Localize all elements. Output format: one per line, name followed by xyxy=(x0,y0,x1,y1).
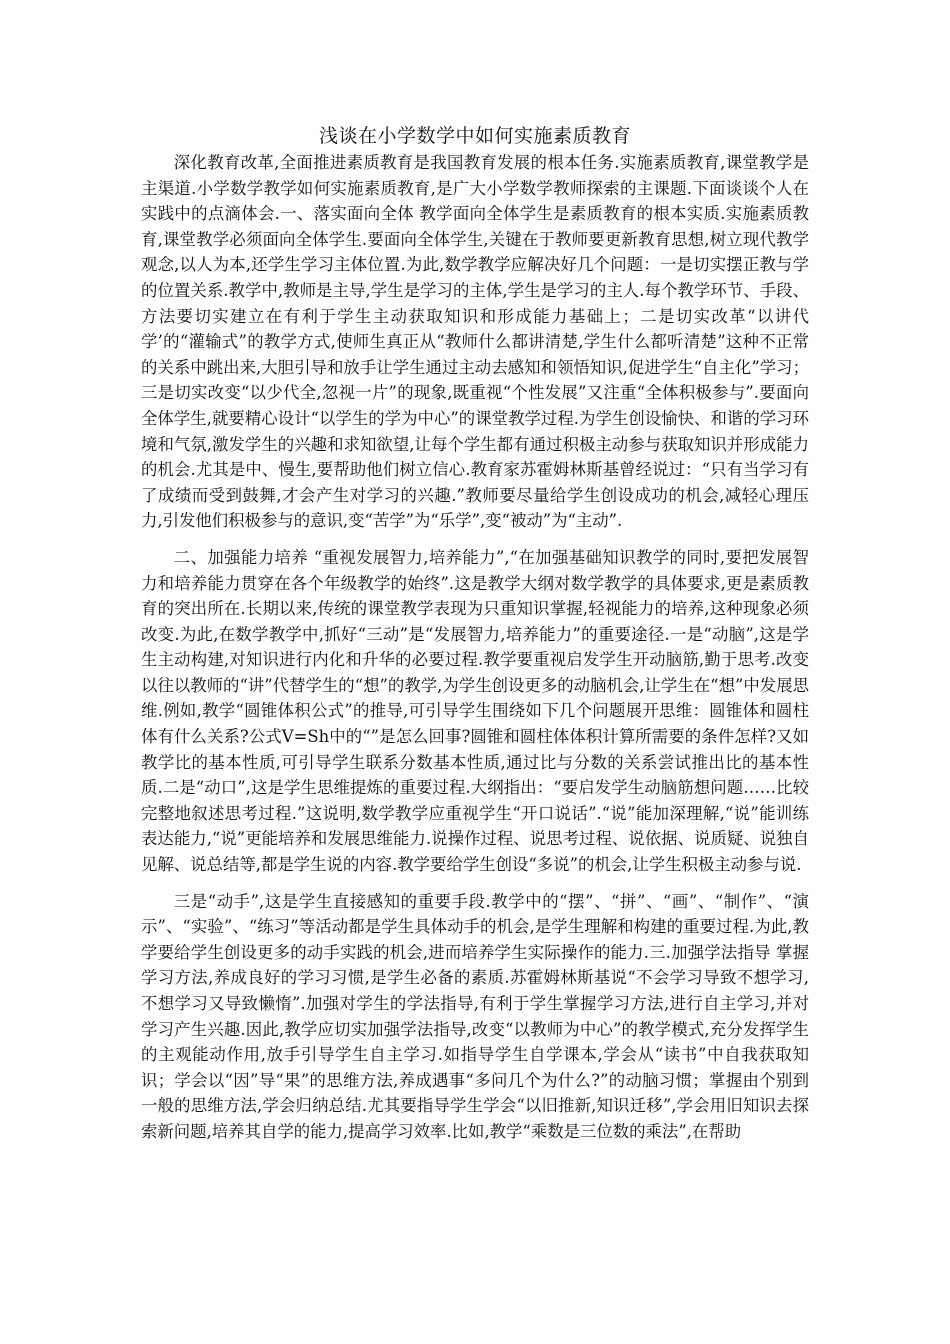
document-body xyxy=(141,150,809,1156)
paragraph-2: 二、加强能力培养 “重视发展智力,培养能力”,“在加强基础知识教学的同时,要把发展智力和培养能力贯穿在各个年级教学的始终”.这是教学大纲对数学教学的具体要求,更是素质教育的突出所在.长期以来,传统的课堂教学表现为只重知识掌握,轻视能力的培养,这种现象必须改变.为此,在数学教学中,抓好“三动”是“发展智力,培养能力”的重要途径.一是“动脑”,这是学生主动构建,对知识进行内化和升华的必要过程.教学要重视启发学生开动脑筋,勤于思考.改变以往以教师的“讲”代替学生的“想”的教学,为学生创设更多的动脑机会,让学生在“想”中发展思维.例如,教学“圆锥体积公式”的推导,可引导学生围绕如下几个问题展开思维：圆锥体和圆柱体有什么关系?公式V=Sh中的“”是怎么回事?圆锥和圆柱体体积计算所需要的条件怎样?又如教学比的基本性质,可引导学生联系分数基本性质,通过比与分数的关系尝试推出比的基本性质.二是“动口”,这是学生思维提炼的重要过程.大纲指出：“要启发学生动脑筋想问题……比较完整地叙述思考过程.”这说明,数学教学应重视学生“开口说话”.“说”能加深理解,“说”能训练表达能力,“说”更能培养和发展思维能力.说操作过程、说思考过程、说依据、说质疑、说独自见解、说总结等,都是学生说的内容.教学要给学生创设“多说”的机会,让学生积极主动参与说. xyxy=(141,547,809,875)
paragraph-3: 三是“动手”,这是学生直接感知的重要手段.教学中的“摆”、“拼”、“画”、“制作”、“演示”、“实验”、“练习”等活动都是学生具体动手的机会,是学生理解和构建的重要过程.为此,教学要给学生创设更多的动手实践的机会,进而培养学生实际操作的能力.三.加强学法指导 掌握学习方法,养成良好的学习习惯,是学生必备的素质.苏霍姆林斯基说“不会学习导致不想学习,不想学习又导致懒惰”.加强对学生的学法指导,有利于学生掌握学习方法,进行自主学习,并对学习产生兴趣.因此,教学应切实加强学法指导,改变“以教师为中心”的教学模式,充分发挥学生的主观能动作用,放手引导学生自主学习.如指导学生自学课本,学会从“读书”中自我获取知识；学会以“因”导“果”的思维方法,养成遇事“多问几个为什么?”的动脑习惯；掌握由个别到一般的思维方法,学会归纳总结.尤其要指导学生学会“以旧推新,知识迁移”,学会用旧知识去探索新问题,培养其自学的能力,提高学习效率.比如,教学“乘数是三位数的乘法”,在帮助 xyxy=(141,891,809,1141)
document-title: 浅谈在小学数学中如何实施素质教育 xyxy=(318,125,631,147)
paragraph-1: 深化教育改革,全面推进素质教育是我国教育发展的根本任务.实施素质教育,课堂教学是主渠道.小学数学教学如何实施素质教育,是广大小学数学教师探索的主课题.下面谈谈个人在实践中的点滴体会.一、落实面向全体 教学面向全体学生是素质教育的根本实质.实施素质教育,课堂教学必须面向全体学生.要面向全体学生,关键在于教师要更新教育思想,树立现代教学观念,以人为本,还学生学习主体位置.为此,数学教学应解决好几个问题：一是切实摆正教与学的位置关系.教学中,教师是主导,学生是学习的主体,学生是学习的主人.每个教学环节、手段、方法要切实建立在有利于学生主动获取知识和形成能力基础上；二是切实改革“以讲代学’的“灌输式”的教学方式,使师生真正从“教师什么都讲清楚,学生什么都听清楚”这种不正常的关系中跳出来,大胆引导和放手让学生通过主动去感知和领悟知识,促进学生“自主化”学习；三是切实改变“以少代全,忽视一片”的现象,既重视“个性发展”又注重“全体积极参与”.要面向全体学生,就要精心设计“以学生的学为中心”的课堂教学过程.为学生创设愉快、和谐的学习环境和气氛,激发学生的兴趣和求知欲望,让每个学生都有通过积极主动参与获取知识并形成能力的机会.尤其是中、慢生,要帮助他们树立信心.教育家苏霍姆林斯基曾经说过：“只有当学习有了成绩而受到鼓舞,才会产生对学习的兴趣.”教师要尽量给学生创设成功的机会,减轻心理压力,引发他们积极参与的意识,变“苦学”为“乐学”,变“被动”为“主动”. xyxy=(141,153,809,531)
